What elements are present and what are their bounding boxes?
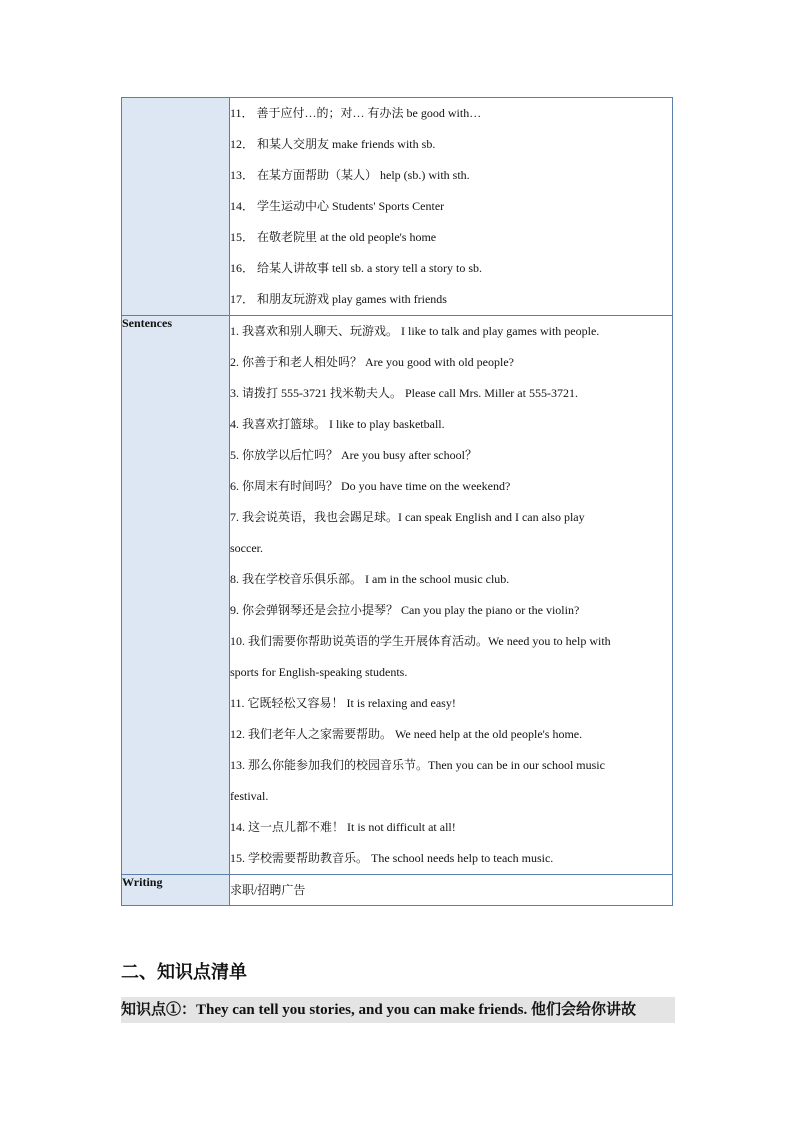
- sentence-line: 3. 请拨打 555-3721 找米勒夫人。 Please call Mrs. Miller at 555-3721.: [230, 386, 578, 400]
- sentence-line: 4. 我喜欢打篮球。 I like to play basketball.: [230, 417, 445, 431]
- phrase-line: 17． 和朋友玩游戏 play games with friends: [230, 292, 447, 306]
- sentence-line: 9. 你会弹钢琴还是会拉小提琴？ Can you play the piano or the violin?: [230, 603, 580, 617]
- sentence-line: 7. 我会说英语，我也会踢足球。I can speak English and I can also play: [230, 510, 585, 524]
- sentence-line: 5. 你放学以后忙吗？ Are you busy after school？: [230, 448, 477, 462]
- sentence-line: 14. 这一点儿都不难！ It is not difficult at all!: [230, 820, 456, 834]
- sentence-line: 6. 你周末有时间吗？ Do you have time on the weekend?: [230, 479, 511, 493]
- phrases-content-cell: [230, 98, 673, 316]
- sentence-line: 15. 学校需要帮助教音乐。 The school needs help to teach music.: [230, 851, 554, 865]
- sentences-row: [122, 316, 673, 875]
- writing-label: Writing: [122, 875, 230, 906]
- section-heading: 二、知识点清单: [121, 962, 247, 983]
- sentence-line: festival.: [230, 789, 269, 803]
- sentence-line: 10. 我们需要你帮助说英语的学生开展体育活动。We need you to help with: [230, 634, 611, 648]
- knowledge-point-line: 知识点①：They can tell you stories, and you can make friends. 他们会给你讲故: [121, 997, 675, 1023]
- phrases-label-cell: [122, 98, 230, 316]
- sentence-line: 13. 那么你能参加我们的校园音乐节。Then you can be in our school music: [230, 758, 605, 772]
- sentences-label: Sentences: [122, 316, 230, 875]
- sentence-line: 1. 我喜欢和别人聊天、玩游戏。 I like to talk and play games with people.: [230, 324, 600, 338]
- phrase-line: 16． 给某人讲故事 tell sb. a story tell a story to sb.: [230, 261, 482, 275]
- sentence-line: 11. 它既轻松又容易！ It is relaxing and easy!: [230, 696, 456, 710]
- writing-content-cell: [230, 875, 673, 906]
- phrases-row: [122, 98, 673, 316]
- phrase-line: 11． 善于应付…的；对… 有办法 be good with…: [230, 106, 482, 120]
- phrase-line: 12． 和某人交朋友 make friends with sb.: [230, 137, 436, 151]
- sentence-line: 12. 我们老年人之家需要帮助。 We need help at the old people's home.: [230, 727, 583, 741]
- sentence-line: soccer.: [230, 541, 263, 555]
- writing-row: [122, 875, 673, 906]
- sentence-line: 8. 我在学校音乐俱乐部。 I am in the school music club.: [230, 572, 510, 586]
- writing-text: 求职/招聘广告: [230, 883, 306, 897]
- vocabulary-table: [121, 97, 673, 906]
- phrase-line: 15． 在敬老院里 at the old people's home: [230, 230, 437, 244]
- phrase-line: 14． 学生运动中心 Students' Sports Center: [230, 199, 445, 213]
- sentence-line: 2. 你善于和老人相处吗？ Are you good with old people?: [230, 355, 514, 369]
- sentences-content-cell: [230, 316, 673, 875]
- sentence-line: sports for English-speaking students.: [230, 665, 408, 679]
- phrase-line: 13． 在某方面帮助（某人） help (sb.) with sth.: [230, 168, 470, 182]
